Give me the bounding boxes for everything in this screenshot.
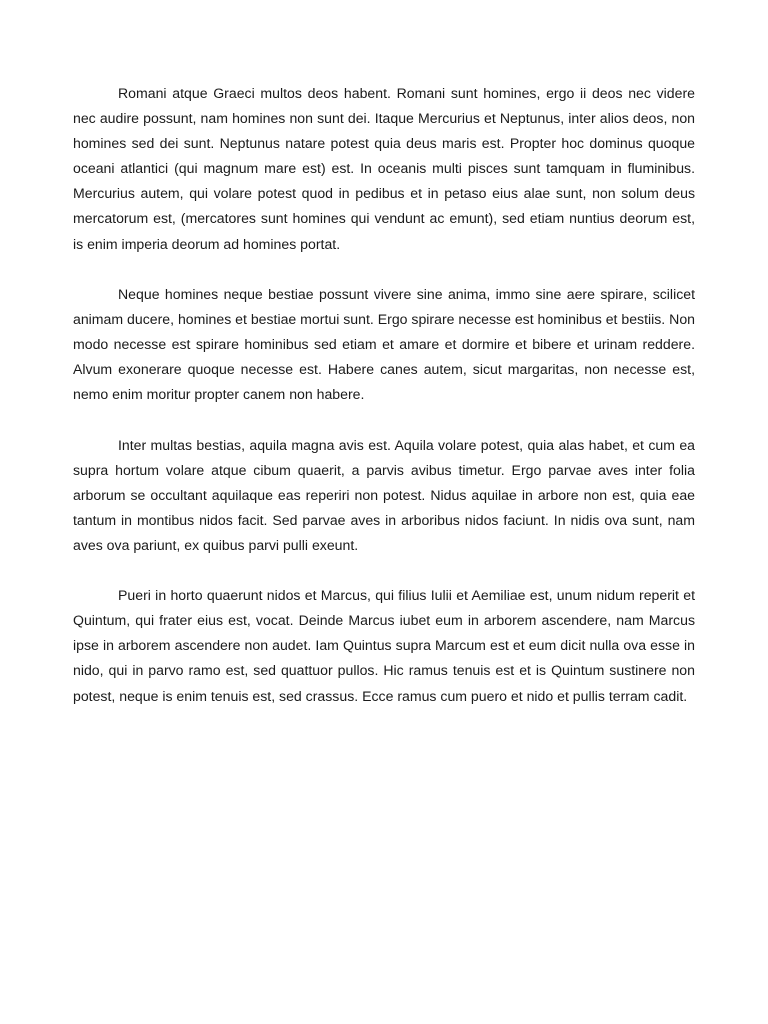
paragraph-3: Inter multas bestias, aquila magna avis est. Aquila volare potest, quia alas habet, et cum ea supra hortum volare atque cibum quaerit, a parvis avibus timetur. Ergo parvae aves inter folia arborum se occultant aquilaque eas reperiri non potest. Nidus aquilae in arbore non est, quia eae tantum in montibus nidos facit. Sed parvae aves in arboribus nidos faciunt. In nidis ova sunt, nam aves ova pariunt, ex quibus parvi pulli exeunt. bbox=[73, 436, 695, 553]
paragraph-2: Neque homines neque bestiae possunt vivere sine anima, immo sine aere spirare, scilicet animam ducere, homines et bestiae mortui sunt. Ergo spirare necesse est hominibus et bestiis. Non modo necesse est spirare hominibus sed etiam et amare et dormire et bibere et urinam reddere. Alvum exonerare quoque necesse est. Habere canes autem, sicut margaritas, non necesse est, nemo enim moritur propter canem non habere. bbox=[73, 285, 695, 403]
paragraph-1: Romani atque Graeci multos deos habent. Romani sunt homines, ergo ii deos nec videre nec audire possunt, nam homines non sunt dei. Itaque Mercurius et Neptunus, inter alios deos, non homines sed dei sunt. Neptunus natare potest quia deus maris est. Propter hoc dominus quoque oceani atlantici (qui magnum mare est) est. In oceanis multi pisces sunt tamquam in fluminibus. Mercurius autem, qui volare potest quod in pedibus et in petaso eius alae sunt, non solum deus mercatorum est, (mercatores sunt homines qui vendunt ac emunt), sed etiam nuntius deorum est, is enim imperia deorum ad homines portat. bbox=[73, 85, 695, 252]
document-page bbox=[73, 81, 695, 734]
paragraph-4: Pueri in horto quaerunt nidos et Marcus, qui filius Iulii et Aemiliae est, unum nidum reperit et Quintum, qui frater eius est, vocat. Deinde Marcus iubet eum in arborem ascendere, nam Marcus ipse in arborem ascendere non audet. Iam Quintus supra Marcum est et eum dicit nulla ova esse in nido, qui in parvo ramo est, sed quattuor pullos. Hic ramus tenuis est et is Quintum sustinere non potest, neque is enim tenuis est, sed crassus. Ecce ramus cum puero et nido et pullis terram cadit. bbox=[73, 587, 695, 704]
